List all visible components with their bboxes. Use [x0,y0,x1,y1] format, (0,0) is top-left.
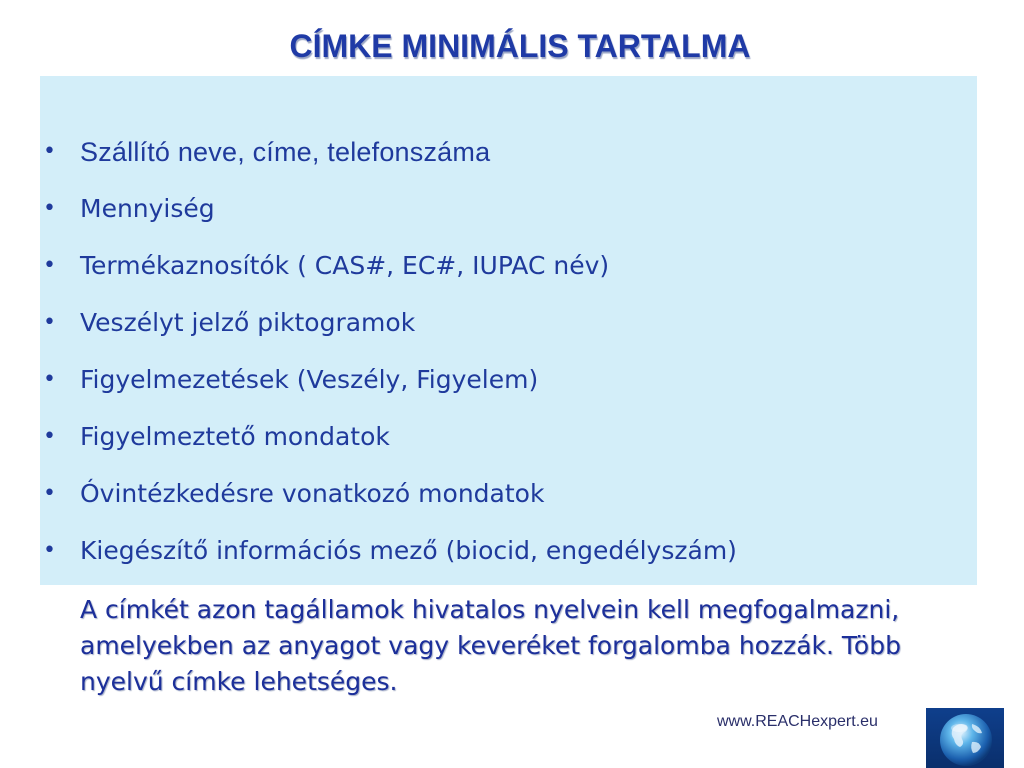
list-item [40,360,970,417]
bullet-marker: • [43,424,56,449]
language-note: A címkét azon tagállamok hivatalos nyelvein kell megfogalmazni, amelyekben az anyagot vagy keveréket forgalomba hozzák. Több nyelvű címke lehetséges. [80,595,901,696]
logo [926,708,1004,768]
list-item [40,531,970,588]
list-item [40,303,970,360]
bullet-text: Szállító neve, címe, telefonszáma [80,137,491,167]
list-item [40,246,970,303]
bullet-marker: • [43,253,56,278]
list-item [40,189,970,246]
list-item [40,417,970,474]
list-item [40,474,970,531]
bullet-text: Veszélyt jelző piktogramok [80,308,416,337]
bullet-list [40,132,970,588]
bullet-marker: • [43,367,56,392]
bullet-text: Termékaznosítók ( CAS#, EC#, IUPAC név) [80,251,610,280]
bullet-text: Kiegészítő információs mező (biocid, engedélyszám) [80,536,737,565]
list-item [40,132,970,189]
bullet-text: Óvintézkedésre vonatkozó mondatok [80,479,545,508]
bullet-marker: • [43,139,57,164]
website-link[interactable]: www.REACHexpert.eu [717,713,878,730]
globe-icon [926,708,1004,768]
bullet-text: Figyelmeztető mondatok [80,422,390,451]
bullet-text: Figyelmezetések (Veszély, Figyelem) [80,365,539,394]
bullet-marker: • [43,310,56,335]
bullet-text: Mennyiség [80,194,215,223]
slide-title: CÍMKE MINIMÁLIS TARTALMA [289,28,751,64]
bullet-marker: • [43,481,56,506]
bullet-marker: • [43,196,56,221]
bullet-marker: • [43,538,56,563]
